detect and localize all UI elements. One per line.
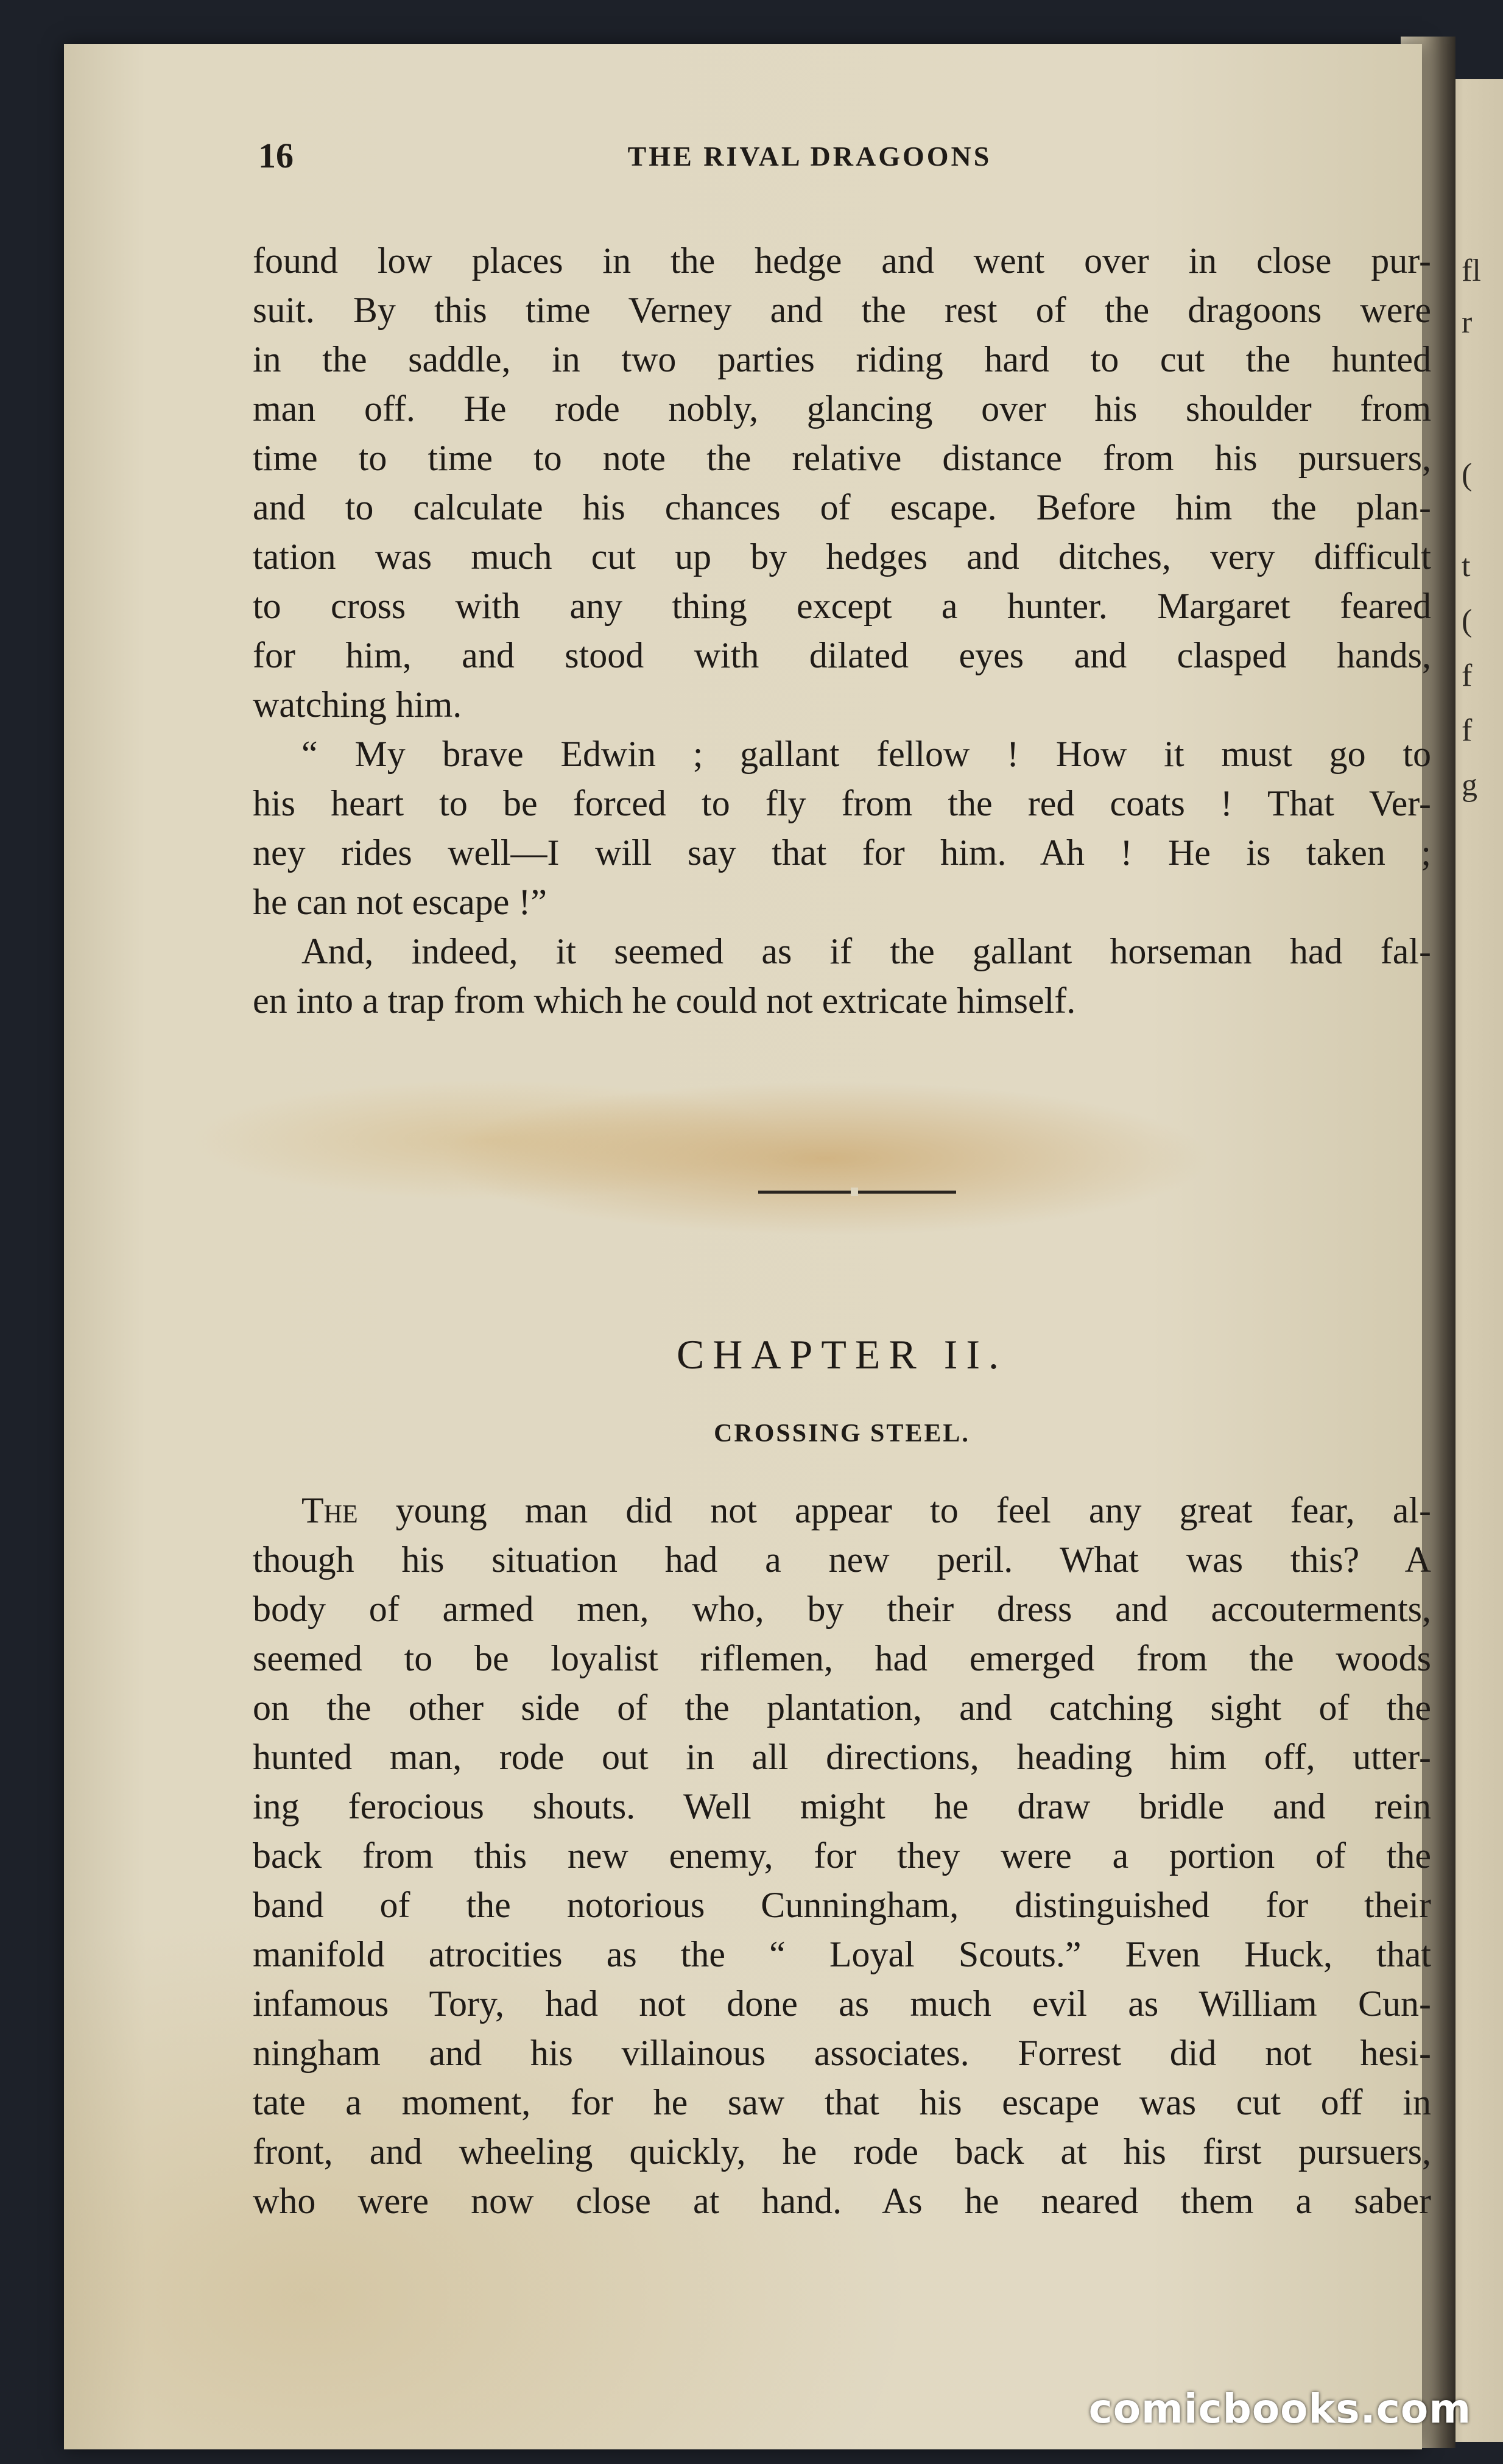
text-line: who were now close at hand. As he neared them a saber <box>253 2181 1431 2221</box>
text-line: on the other side of the plantation, and catching sight of the <box>253 1688 1431 1728</box>
text-line: his heart to be forced to fly from the red coats ! That Ver- <box>253 783 1431 823</box>
chapter-paragraph <box>253 1486 1431 2226</box>
text-line <box>253 1486 1431 1535</box>
opening-word: The <box>301 1490 358 1530</box>
chapter-title: CHAPTER II. <box>676 1331 1008 1378</box>
text-line: to cross with any thing except a hunter. Margaret feared <box>253 586 1431 626</box>
adjacent-page-fragment: r <box>1462 305 1473 340</box>
text-line: infamous Tory, had not done as much evil as William Cun- <box>253 1984 1431 2024</box>
running-head: THE RIVAL DRAGOONS <box>627 141 992 172</box>
text-line: watching him. <box>253 685 462 725</box>
section-divider-gap <box>851 1188 858 1196</box>
text-line: “ My brave Edwin ; gallant fellow ! How it must go to <box>301 734 1431 774</box>
page-number: 16 <box>258 136 294 175</box>
text-line: in the saddle, in two parties riding hard to cut the hunted <box>253 339 1431 379</box>
adjacent-page-fragment: g <box>1462 768 1477 803</box>
text-line: found low places in the hedge and went over in close pur- <box>253 241 1431 281</box>
chapter-subtitle: CROSSING STEEL. <box>714 1420 970 1448</box>
text-line: suit. By this time Verney and the rest of the dragoons were <box>253 290 1431 330</box>
text-line: hunted man, rode out in all directions, heading him off, utter- <box>253 1737 1431 1777</box>
adjacent-page-fragment: ( <box>1462 457 1473 492</box>
adjacent-page-fragment: t <box>1462 549 1471 583</box>
text-line: body of armed men, who, by their dress and accouterments, <box>253 1589 1431 1629</box>
text-line: ney rides well—I will say that for him. Ah ! He is taken ; <box>253 832 1431 873</box>
text-line: tate a moment, for he saw that his escape was cut off in <box>253 2082 1431 2122</box>
text-line: tation was much cut up by hedges and ditches, very difficult <box>253 537 1431 577</box>
text-line: band of the notorious Cunningham, distinguished for their <box>253 1885 1431 1925</box>
adjacent-page-fragment: f <box>1462 713 1473 748</box>
opening-line-rest: young man did not appear to feel any great fear, al- <box>357 1490 1431 1530</box>
paragraph <box>253 730 1431 927</box>
text-line: front, and wheeling quickly, he rode back at his first pursuers, <box>253 2131 1431 2172</box>
text-line: ing ferocious shouts. Well might he draw bridle and rein <box>253 1786 1431 1826</box>
text-line: ningham and his villainous associates. Forrest did not hesi- <box>253 2033 1431 2073</box>
text-line: and to calculate his chances of escape. Before him the plan- <box>253 487 1431 527</box>
watermark: comicbooks.com <box>1088 2385 1471 2432</box>
paragraph <box>253 236 1431 730</box>
text-line: though his situation had a new peril. What was this? A <box>253 1540 1431 1580</box>
text-line: for him, and stood with dilated eyes and clasped hands, <box>253 635 1431 675</box>
text-line: back from this new enemy, for they were a portion of the <box>253 1836 1431 1876</box>
paragraph <box>253 927 1431 1026</box>
text-line: time to time to note the relative distance from his pursuers, <box>253 438 1431 478</box>
text-line: he can not escape !” <box>253 882 547 922</box>
text-line: man off. He rode nobly, glancing over his shoulder from <box>253 389 1431 429</box>
adjacent-page-fragment: f <box>1462 658 1473 693</box>
text-line: And, indeed, it seemed as if the gallant horseman had fal- <box>301 931 1431 971</box>
adjacent-page-fragment: fl <box>1462 253 1481 288</box>
adjacent-page-fragment: ( <box>1462 604 1473 638</box>
text-line: manifold atrocities as the “ Loyal Scouts.” Even Huck, that <box>253 1934 1431 1974</box>
page-header <box>190 135 1429 184</box>
text-line: en into a trap from which he could not extricate himself. <box>253 980 1076 1021</box>
text-line: seemed to be loyalist riflemen, had emerged from the woods <box>253 1638 1431 1678</box>
